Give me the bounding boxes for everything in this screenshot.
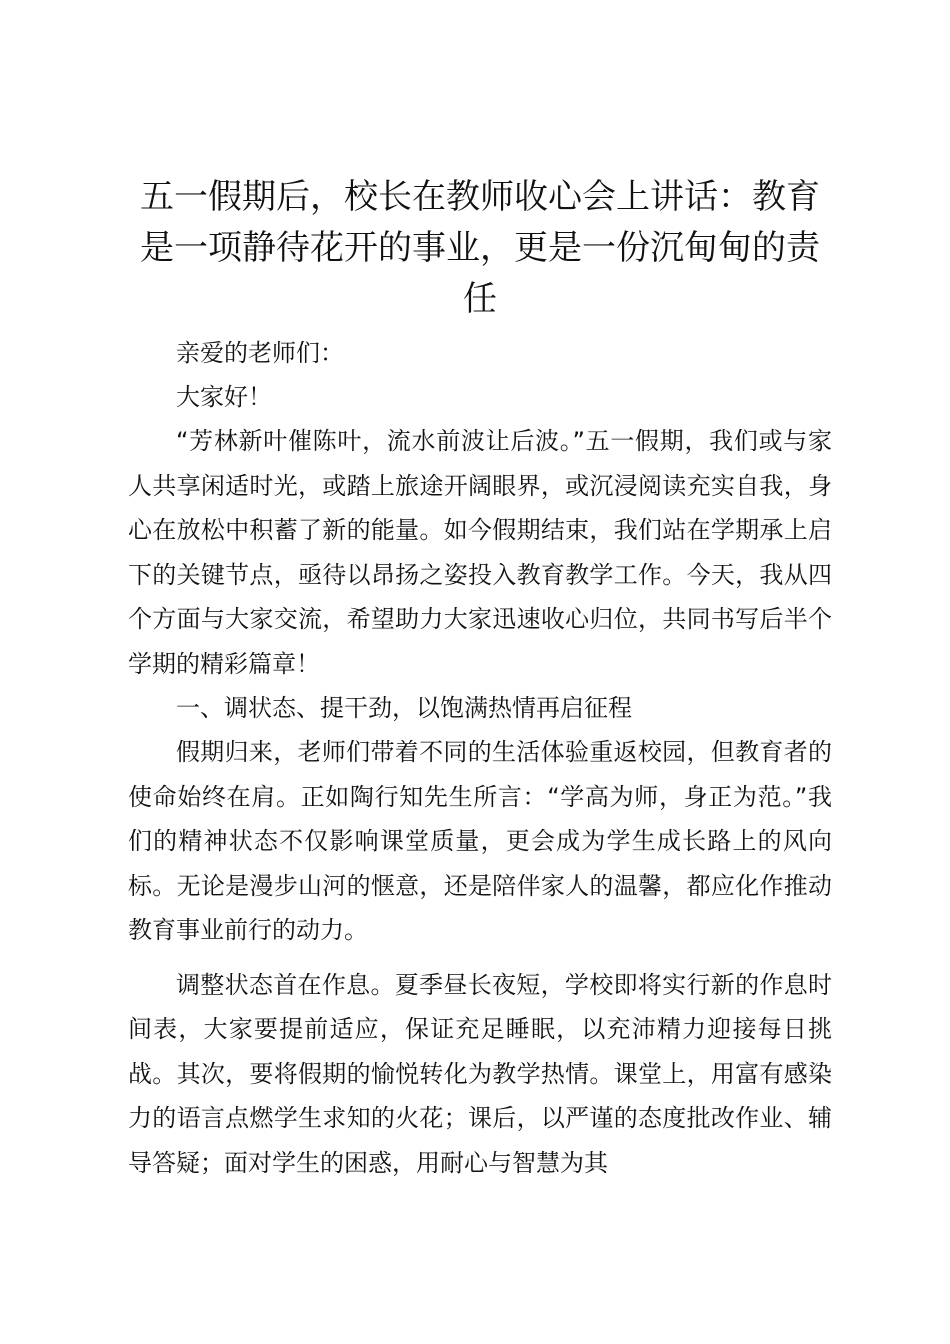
document-page: [128, 172, 832, 1185]
section1-paragraph-1: 假期归来，老师们带着不同的生活体验重返校园，但教育者的使命始终在肩。正如陶行知先生所言：“学高为师，身正为范。”我们的精神状态不仅影响课堂质量，更会成为学生成长路上的风向标。无论是漫步山河的惬意，还是陪伴家人的温馨，都应化作推动教育事业前行的动力。: [128, 738, 832, 944]
intro-paragraph: “芳林新叶催陈叶，流水前波让后波。”五一假期，我们或与家人共享闲适时光，或踏上旅途开阔眼界，或沉浸阅读充实自我，身心在放松中积蓄了新的能量。如今假期结束，我们站在学期承上启下的关键节点，亟待以昂扬之姿投入教育教学工作。今天，我从四个方面与大家交流，希望助力大家迅速收心归位，共同书写后半个学期的精彩篇章！: [128, 427, 832, 678]
greeting: 大家好！: [176, 383, 272, 411]
section-heading-1: 一、调状态、提干劲，以饱满热情再启征程: [176, 694, 632, 722]
salutation: 亲爱的老师们：: [176, 339, 344, 367]
document-title: 五一假期后，校长在教师收心会上讲话：教育是一项静待花开的事业，更是一份沉甸甸的责任: [140, 177, 820, 319]
section1-paragraph-2: 调整状态首在作息。夏季昼长夜短，学校即将实行新的作息时间表，大家要提前适应，保证充足睡眠，以充沛精力迎接每日挑战。其次，要将假期的愉悦转化为教学热情。课堂上，用富有感染力的语言点燃学生求知的火花；课后，以严谨的态度批改作业、辅导答疑；面对学生的困惑，用耐心与智慧为其: [128, 970, 832, 1177]
